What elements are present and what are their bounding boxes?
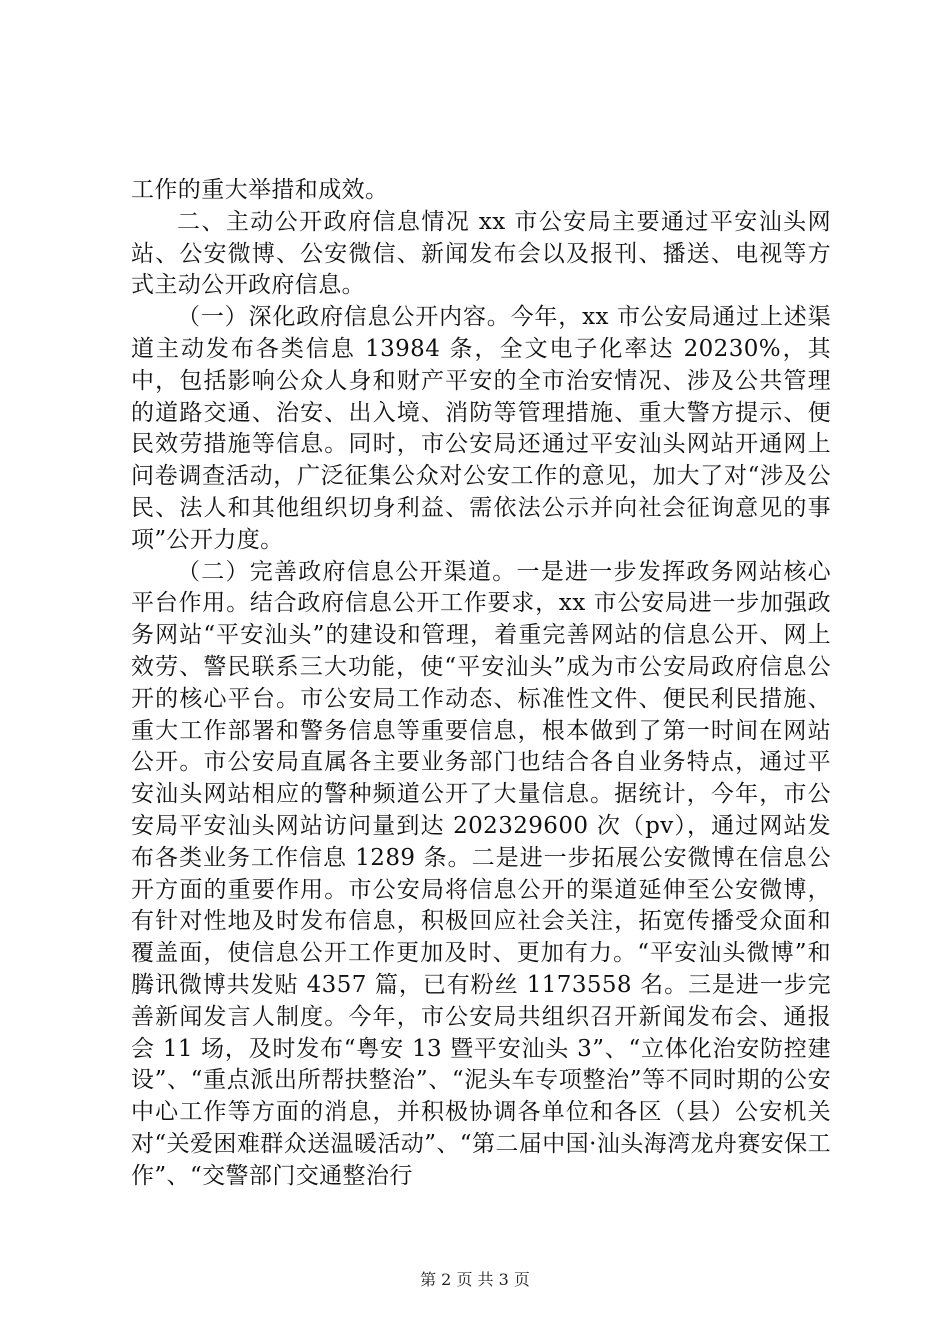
document-body [131, 175, 831, 1193]
paragraph-subsection-one: （一）深化政府信息公开内容。今年，xx 市公安局通过上述渠道主动发布各类信息 13984 条，全文电子化率达 20230%，其中，包括影响公众人身和财产平安的全市治安情况、涉及公共管理的道路交通、治安、出入境、消防等管理措施、重大警方提示、便民效劳措施等信息。同时，市公安局还通过平安汕头网站开通网上问卷调查活动，广泛征集公众对公安工作的意见，加大了对“涉及公民、法人和其他组织切身利益、需依法公示并向社会征询意见的事项”公开力度。 [131, 304, 831, 553]
page-footer: 第 2 页 共 3 页 [420, 1270, 530, 1289]
paragraph-section-two: 二、主动公开政府信息情况 xx 市公安局主要通过平安汕头网站、公安微博、公安微信、新闻发布会以及报刊、播送、电视等方式主动公开政府信息。 [131, 208, 831, 299]
paragraph-subsection-two: （二）完善政府信息公开渠道。一是进一步发挥政务网站核心平台作用。结合政府信息公开工作要求，xx 市公安局进一步加强政务网站“平安汕头”的建设和管理，着重完善网站的信息公开、网上效劳、警民联系三大功能，使“平安汕头”成为市公安局政府信息公开的核心平台。市公安局工作动态、标准性文件、便民利民措施、重大工作部署和警务信息等重要信息，根本做到了第一时间在网站公开。市公安局直属各主要业务部门也结合各自业务特点，通过平安汕头网站相应的警种频道公开了大量信息。据统计，今年，市公安局平安汕头网站访问量到达 202329600 次（pv），通过网站发布各类业务工作信息 1289 条。二是进一步拓展公安微博在信息公开方面的重要作用。市公安局将信息公开的渠道延伸至公安微博，有针对性地及时发布信息，积极回应社会关注，拓宽传播受众面和覆盖面，使信息公开工作更加及时、更加有力。“平安汕头微博”和腾讯微博共发贴 4357 篇，已有粉丝 1173558 名。三是进一步完善新闻发言人制度。今年，市公安局共组织召开新闻发布会、通报会 11 场，及时发布“粤安 13 暨平安汕头 3”、“立体化治安防控建设”、“重点派出所帮扶整治”、“泥头车专项整治”等不同时期的公安中心工作等方面的消息，并积极协调各单位和各区（县）公安机关对“关爱困难群众送温暖活动”、“第二届中国·汕头海湾龙舟赛安保工作”、“交警部门交通整治行 [131, 558, 831, 1189]
paragraph-continuation: 工作的重大举措和成效。 [131, 177, 389, 203]
